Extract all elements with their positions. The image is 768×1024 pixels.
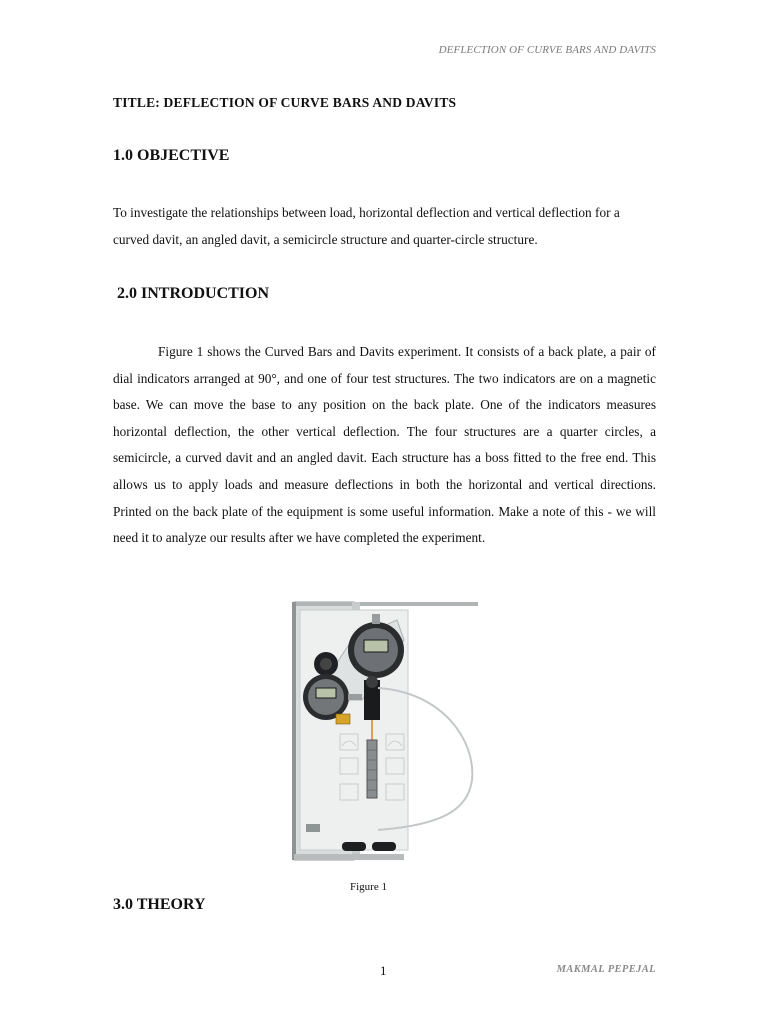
figure-caption: Figure 1 <box>350 881 387 893</box>
document-title: TITLE: DEFLECTION OF CURVE BARS AND DAVITS <box>113 95 457 110</box>
objective-heading: 1.0 OBJECTIVE <box>113 147 230 164</box>
running-header: DEFLECTION OF CURVE BARS AND DAVITS <box>438 44 656 56</box>
figure-apparatus-image <box>292 600 478 862</box>
page-number: 1 <box>380 963 387 978</box>
introduction-paragraph: Figure 1 shows the Curved Bars and Davits experiment. It consists of a back plate, a pair of dial indicators arranged at 90°, and one of four test structures. The two indicators are on a magnetic base. We can move the base to any position on the back plate. One of the indicators measures horizontal deflection, the other vertical deflection. The four structures are a quarter circles, a semicircle, a curved davit and an angled davit. Each structure has a boss fitted to the free end. This allows us to apply loads and measure deflections in both the horizontal and vertical directions. Printed on the back plate of the equipment is some useful information. Make a note of this - we will need it to analyze our results after we have completed the experiment. <box>113 344 656 546</box>
footer-author: MAKMAL PEPEJAL <box>556 964 656 975</box>
objective-paragraph: To investigate the relationships between load, horizontal deflection and vertical deflection for a curved davit, an angled davit, a semicircle structure and quarter-circle structure. <box>113 205 620 247</box>
introduction-heading: 2.0 INTRODUCTION <box>117 285 270 302</box>
theory-heading: 3.0 THEORY <box>113 896 206 913</box>
